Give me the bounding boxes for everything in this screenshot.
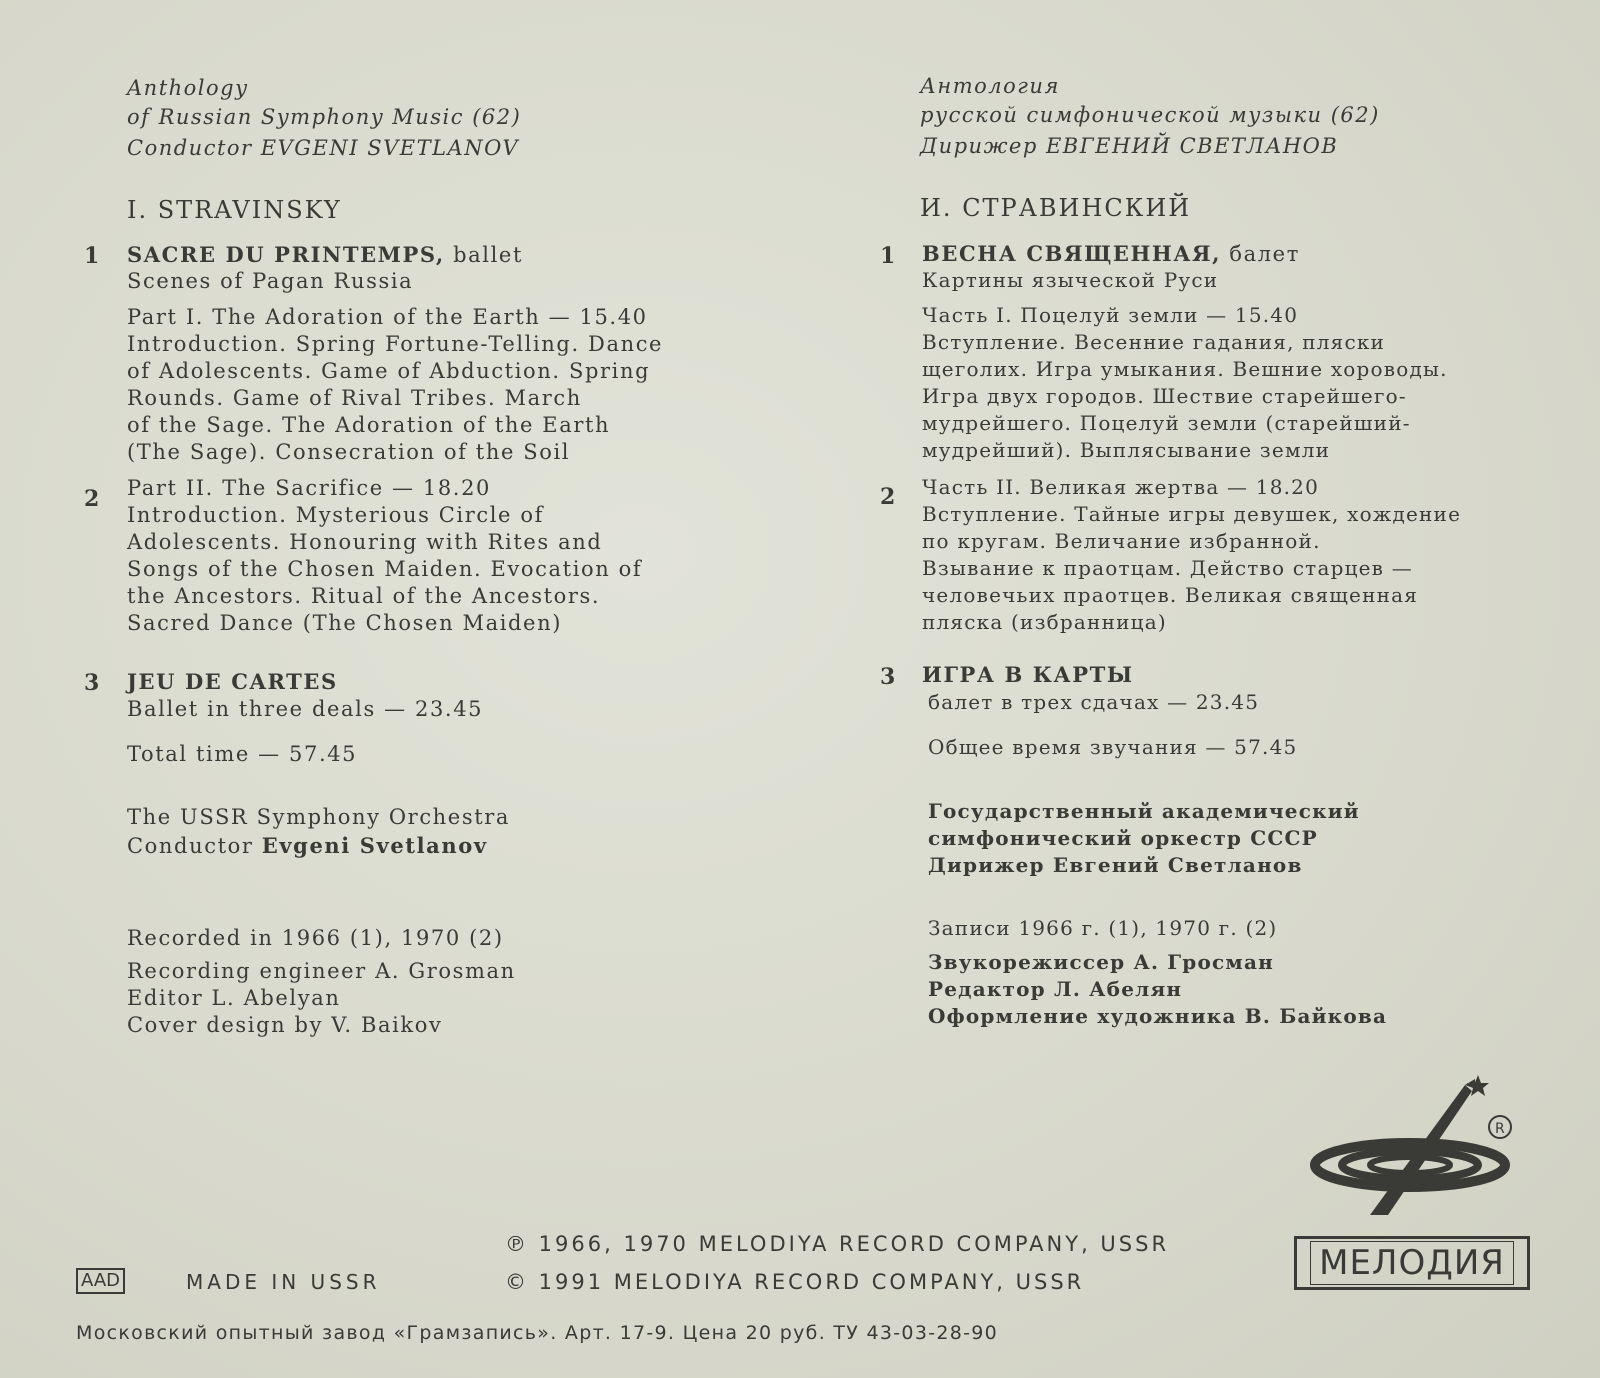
total-time: Total time — 57.45	[127, 742, 358, 766]
description-line: пляска (избранница)	[922, 610, 1167, 634]
series-line-1: Антология	[920, 74, 1060, 98]
factory-line: Московский опытный завод «Грамзапись». Арт. 17-9. Цена 20 руб. ТУ 43-03-28-90	[76, 1322, 999, 1344]
track-title-main: SACRE DU PRINTEMPS,	[127, 242, 445, 267]
track-title: JEU DE CARTES	[127, 669, 338, 694]
track-description	[922, 474, 1461, 636]
description-line: человечьих праотцев. Великая священная	[922, 583, 1419, 607]
track-title	[127, 241, 523, 269]
conductor-credit: Дирижер Евгений Светланов	[928, 853, 1303, 877]
conductor-header: Дирижер ЕВГЕНИЙ СВЕТЛАНОВ	[920, 134, 1339, 158]
description-line: Rounds. Game of Rival Tribes. March	[127, 386, 582, 410]
track-title-main: ВЕСНА СВЯЩЕННАЯ,	[922, 241, 1222, 266]
description-line: Часть I. Поцелуй земли — 15.40	[922, 303, 1299, 327]
track-number: 3	[880, 664, 896, 690]
description-line: the Ancestors. Ritual of the Ancestors.	[127, 584, 601, 608]
description-line: щеголих. Игра умыкания. Вешние хороводы.	[922, 357, 1448, 381]
description-line: Songs of the Chosen Maiden. Evocation of	[127, 557, 643, 581]
recording-dates: Recorded in 1966 (1), 1970 (2)	[127, 926, 504, 950]
conductor-label: Conductor	[127, 834, 262, 858]
series-title	[127, 74, 521, 132]
track-subtitle: Scenes of Pagan Russia	[127, 269, 414, 293]
melodiya-logo	[1294, 1236, 1530, 1290]
orchestra: The USSR Symphony Orchestra	[127, 805, 511, 829]
description-line: Adolescents. Honouring with Rites and	[127, 530, 603, 554]
track-number: 2	[84, 486, 100, 512]
composer-name: I. STRAVINSKY	[127, 196, 342, 224]
track-subtitle: Ballet in three deals — 23.45	[127, 697, 484, 721]
credit-line: Редактор Л. Абелян	[928, 977, 1183, 1001]
description-line: Вступление. Весенние гадания, пляски	[922, 330, 1386, 354]
recording-dates: Записи 1966 г. (1), 1970 г. (2)	[928, 916, 1278, 940]
track-title-suffix: балет	[1221, 242, 1300, 266]
description-line: of Adolescents. Game of Abduction. Spring	[127, 359, 651, 383]
conductor-header: Conductor EVGENI SVETLANOV	[127, 136, 520, 160]
credit-line: Звукорежиссер А. Гросман	[928, 950, 1274, 974]
description-line: по кругам. Величание избранной.	[922, 529, 1321, 553]
melodiya-emblem-icon	[1300, 1075, 1520, 1230]
description-line: Part I. The Adoration of the Earth — 15.40	[127, 305, 648, 329]
description-line: мудрейший). Выплясывание земли	[922, 438, 1331, 462]
description-line: (The Sage). Consecration of the Soil	[127, 440, 571, 464]
description-line: Introduction. Spring Fortune-Telling. Dance	[127, 332, 664, 356]
description-line: Introduction. Mysterious Circle of	[127, 503, 544, 527]
svg-text:R: R	[1495, 1121, 1505, 1137]
track-number: 3	[84, 670, 100, 696]
track-title: ИГРА В КАРТЫ	[922, 662, 1134, 687]
orchestra-line: Государственный академический	[928, 799, 1360, 823]
composer-name: И. СТРАВИНСКИЙ	[920, 194, 1192, 222]
total-time: Общее время звучания — 57.45	[928, 735, 1298, 759]
orchestra-line: симфонический оркестр СССР	[928, 826, 1318, 850]
description-line: Part II. The Sacrifice — 18.20	[127, 476, 492, 500]
track-number: 1	[84, 243, 100, 269]
track-subtitle: Картины языческой Руси	[922, 268, 1219, 292]
credit-line: Recording engineer A. Grosman	[127, 959, 516, 983]
made-in-label: MADE IN USSR	[186, 1270, 381, 1294]
credit-line: Оформление художника В. Байкова	[928, 1004, 1388, 1028]
aad-badge: AAD	[76, 1268, 125, 1294]
track-description	[922, 302, 1448, 464]
track-title-suffix: ballet	[444, 243, 523, 267]
phonogram-notice: ℗ 1966, 1970 MELODIYA RECORD COMPANY, USSR	[505, 1232, 1170, 1256]
credit-line: Cover design by V. Baikov	[127, 1013, 443, 1037]
conductor-credit	[127, 832, 488, 860]
credit-line: Editor L. Abelyan	[127, 986, 341, 1010]
series-line-2: of Russian Symphony Music (62)	[127, 105, 522, 129]
series-line-1: Anthology	[127, 76, 249, 100]
orchestra	[928, 798, 1360, 852]
series-title	[920, 72, 1380, 130]
logo-text: МЕЛОДИЯ	[1310, 1241, 1514, 1285]
description-line: Sacred Dance (The Chosen Maiden)	[127, 611, 562, 635]
series-line-2: русской симфонической музыки (62)	[920, 103, 1380, 127]
description-line: Часть II. Великая жертва — 18.20	[922, 475, 1320, 499]
description-line: of the Sage. The Adoration of the Earth	[127, 413, 611, 437]
track-description	[127, 304, 663, 466]
description-line: Игра двух городов. Шествие старейшего-	[922, 384, 1407, 408]
track-description	[127, 475, 642, 637]
description-line: Взывание к праотцам. Действо старцев —	[922, 556, 1413, 580]
description-line: мудрейшего. Поцелуй земли (старейший-	[922, 411, 1411, 435]
description-line: Вступление. Тайные игры девушек, хождение	[922, 502, 1462, 526]
track-number: 1	[880, 243, 896, 269]
copyright-notice: © 1991 MELODIYA RECORD COMPANY, USSR	[505, 1270, 1085, 1294]
conductor-name: Evgeni Svetlanov	[261, 833, 488, 858]
track-number: 2	[880, 484, 896, 510]
track-subtitle: балет в трех сдачах — 23.45	[928, 690, 1260, 714]
credits	[928, 949, 1387, 1030]
credits	[127, 958, 516, 1039]
track-title	[922, 240, 1300, 268]
